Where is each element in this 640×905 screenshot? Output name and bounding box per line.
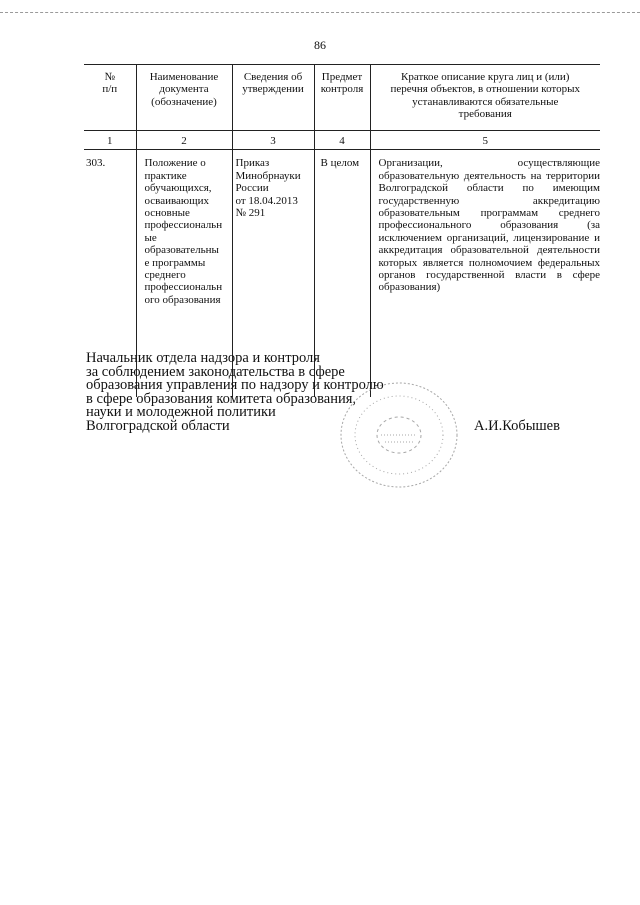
position-line: науки и молодежной политики xyxy=(86,404,276,421)
header-control-subject: Предмет контроля xyxy=(314,65,370,131)
column-number: 5 xyxy=(370,131,600,150)
scan-edge-line xyxy=(0,12,640,13)
position-line: в сфере образования комитета образования, xyxy=(86,390,357,407)
column-number: 1 xyxy=(84,131,136,150)
row-description: Организации, осуществляющие образовательную деятельность на территории Волгоградской области по имеющим государственную аккредитацию образовательным программам среднего профессионального образования (за исключением организаций, лицензирование и аккредитация образовательной деятельности которых является полномочием федеральных органов государственной власти в сфере образования) xyxy=(370,150,600,398)
row-number: 303. xyxy=(86,157,106,170)
column-number: 2 xyxy=(136,131,232,150)
position-line: за соблюдением законодательства в сфере xyxy=(86,363,345,380)
column-number-row xyxy=(84,131,600,150)
signatory-name: А.И.Кобышев xyxy=(474,418,560,434)
header-approval-info: Сведения об утверждении xyxy=(232,65,314,131)
header-description: Краткое описание круга лиц и (или) перечня объектов, в отношении которых устанавливаются обязательные требования xyxy=(370,65,600,131)
column-number: 4 xyxy=(314,131,370,150)
position-line: образования управления по надзору и контролю xyxy=(86,377,384,394)
position-line: Начальник отдела надзора и контроля xyxy=(86,350,320,366)
official-seal-icon xyxy=(333,375,463,493)
page-number: 86 xyxy=(314,38,326,52)
requirements-table xyxy=(84,64,600,397)
header-number: № п/п xyxy=(84,65,136,131)
row-control-subject: В целом xyxy=(314,150,370,398)
position-line: Волгоградской области xyxy=(86,417,230,434)
column-number: 3 xyxy=(232,131,314,150)
header-document-name: Наименование документа (обозначение) xyxy=(136,65,232,131)
row-approval-info: Приказ Минобрнауки России от 18.04.2013 № 291 xyxy=(232,150,314,398)
table-header-row xyxy=(84,65,600,131)
row-document-name: Положение о практике обучающихся, осваивающих основные профессиональн ые образовательны е программы среднего профессиональн ого образования xyxy=(136,150,232,398)
